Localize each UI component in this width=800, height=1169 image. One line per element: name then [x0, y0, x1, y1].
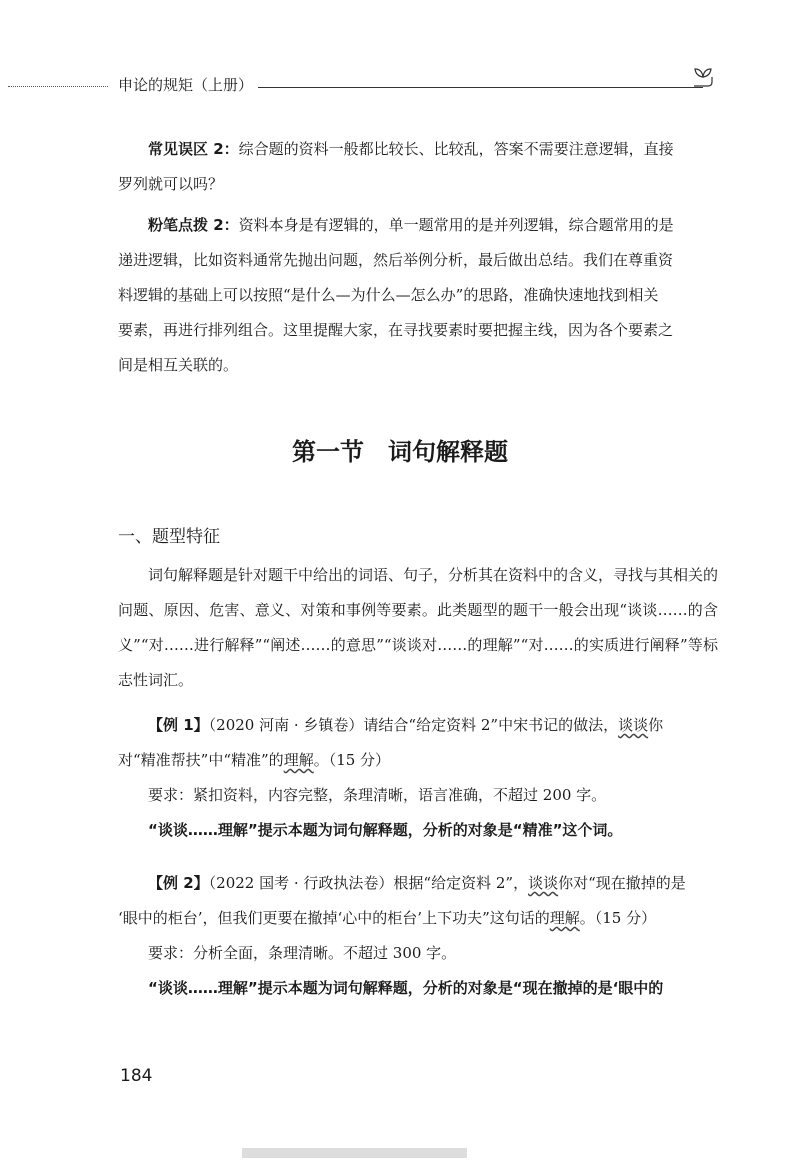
example-2-line-1: 【例 2】（2022 国考 · 行政执法卷）根据“给定资料 2”，谈谈你对“现在撤掉的是 [148, 874, 686, 892]
sprout-icon [690, 64, 716, 90]
body-paragraph-block [118, 558, 718, 698]
tip-line-4: 要素，再进行排列组合。这里提醒大家，在寻找要素时要把握主线，因为各个要素之 [118, 321, 674, 339]
example-2-keyword-2: 理解 [549, 909, 580, 927]
tip-line-5: 间是相互关联的。 [118, 356, 239, 374]
example-1-analysis: “谈谈……理解”提示本题为词句解释题，分析的对象是“精准”这个词。 [148, 821, 623, 839]
example-1 [118, 708, 718, 848]
tip-line-1: 粉笔点拨 2：资料本身是有逻辑的，单一题常用的是并列逻辑，综合题常用的是 [148, 216, 674, 234]
running-header [0, 60, 800, 110]
section-title: 第一节 词句解释题 [292, 438, 508, 466]
tip-label: 粉笔点拨 2： [148, 216, 239, 234]
tip-line-2: 递进逻辑，比如资料通常先抛出问题，然后举例分析，最后做出总结。我们在尊重资 [118, 251, 674, 269]
example-1-line-1: 【例 1】（2020 河南 · 乡镇卷）请结合“给定资料 2”中宋书记的做法，谈谈你 [148, 716, 664, 734]
example-2-keyword: 谈谈 [528, 874, 559, 892]
example-2 [118, 866, 718, 1006]
header-rule [258, 87, 703, 88]
misconception-label: 常见误区 2： [148, 140, 239, 158]
tip-block [118, 208, 718, 383]
tip-line-3: 料逻辑的基础上可以按照“是什么—为什么—怎么办”的思路，准确快速地找到相关 [118, 286, 659, 304]
subsection-title: 一、题型特征 [118, 527, 220, 547]
misconception-block [118, 132, 718, 202]
example-1-keyword: 谈谈 [618, 716, 649, 734]
footer-scan-smudge [242, 1148, 467, 1158]
misconception-line-2: 罗列就可以吗？ [118, 175, 224, 193]
misconception-line-1: 常见误区 2：综合题的资料一般都比较长、比较乱，答案不需要注意逻辑，直接 [148, 140, 674, 158]
example-1-label: 【例 1】 [148, 716, 209, 734]
header-title: 申论的规矩（上册） [118, 76, 254, 94]
example-1-keyword-2: 理解 [283, 751, 314, 769]
example-2-requirement: 要求：分析全面，条理清晰。不超过 300 字。 [148, 944, 457, 962]
example-1-requirement: 要求：紧扣资料，内容完整，条理清晰，语言准确，不超过 200 字。 [148, 786, 607, 804]
header-dotted-rule [8, 86, 108, 87]
page-number: 184 [120, 1066, 153, 1086]
example-2-line-2: ‘眼中的柜台’，但我们更要在撤掉‘心中的柜台’上下功夫”这句话的理解。（15 分） [118, 909, 657, 927]
example-2-analysis: “谈谈……理解”提示本题为词句解释题，分析的对象是“现在撤掉的是‘眼中的 [148, 979, 664, 997]
example-1-line-2: 对“精准帮扶”中“精准”的理解。（15 分） [118, 751, 391, 769]
example-2-label: 【例 2】 [148, 874, 209, 892]
body-paragraph: 词句解释题是针对题干中给出的词语、句子，分析其在资料中的含义，寻找与其相关的问题、原因、危害、意义、对策和事例等要素。此类题型的题干一般会出现“谈谈……的含义”“对……进行解释”“阐述……的意思”“谈谈对……的理解”“对……的实质进行阐释”等标志性词汇。 [118, 566, 719, 689]
